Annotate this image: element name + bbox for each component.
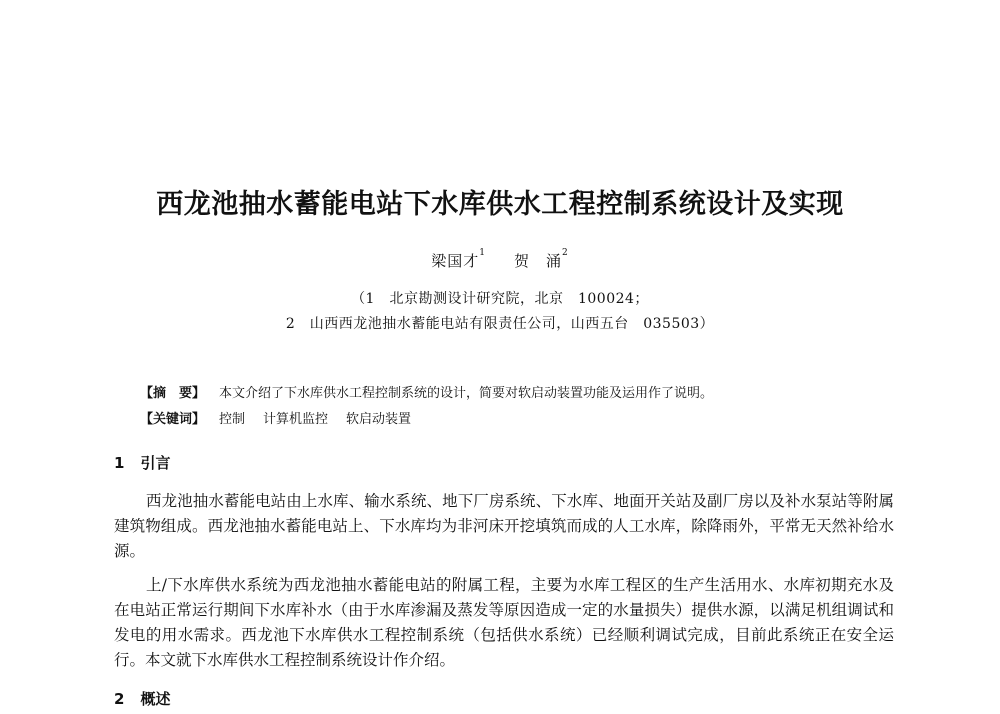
paper-title: 西龙池抽水蓄能电站下水库供水工程控制系统设计及实现 (156, 189, 844, 220)
body-paragraph: 西龙池抽水蓄能电站由上水库、输水系统、地下厂房系统、下水库、地面开关站及副厂房以及补水泵站等附属建筑物组成。西龙池抽水蓄能电站上、下水库均为非河床开挖填筑而成的人工水库，除降雨外，平常无天然补给水源。 (114, 492, 894, 560)
abstract (140, 382, 713, 401)
abstract-label: 【摘 要】 (140, 386, 206, 401)
author-name: 梁国才 (431, 252, 480, 270)
section-heading (114, 452, 170, 473)
author-affiliation-mark: 1 (479, 248, 486, 258)
affiliation-line: 2 山西西龙池抽水蓄能电站有限责任公司，山西五台 035503） (285, 316, 715, 332)
keyword: 软启动装置 (346, 412, 412, 427)
author-affiliation-mark: 2 (562, 248, 569, 258)
keyword: 计算机监控 (263, 412, 329, 427)
keyword: 控制 (219, 412, 246, 427)
section-title: 概述 (140, 690, 171, 708)
keywords-label: 【关键词】 (140, 412, 206, 427)
body-paragraph: 上/下水库供水系统为西龙池抽水蓄能电站的附属工程，主要为水库工程区的生产生活用水、水库初期充水及在电站正常运行期间下水库补水（由于水库渗漏及蒸发等原因造成一定的水量损失）提供水源，以满足机组调试和发电的用水需求。西龙池下水库供水工程控制系统（包括供水系统）已经顺利调试完成，目前此系统正在安全运行。本文就下水库供水工程控制系统设计作介绍。 (114, 576, 894, 669)
section-title: 引言 (140, 454, 171, 472)
keywords (140, 408, 429, 427)
section-number: 1 (114, 454, 125, 472)
author-line (0, 250, 1000, 271)
section-number: 2 (114, 690, 125, 708)
abstract-text: 本文介绍了下水库供水工程控制系统的设计，简要对软启动装置功能及运用作了说明。 (219, 386, 714, 401)
author-name: 贺 涌 (514, 252, 563, 270)
affiliation-line: （1 北京勘测设计研究院，北京 100024； (351, 291, 649, 307)
section-heading (114, 688, 170, 709)
